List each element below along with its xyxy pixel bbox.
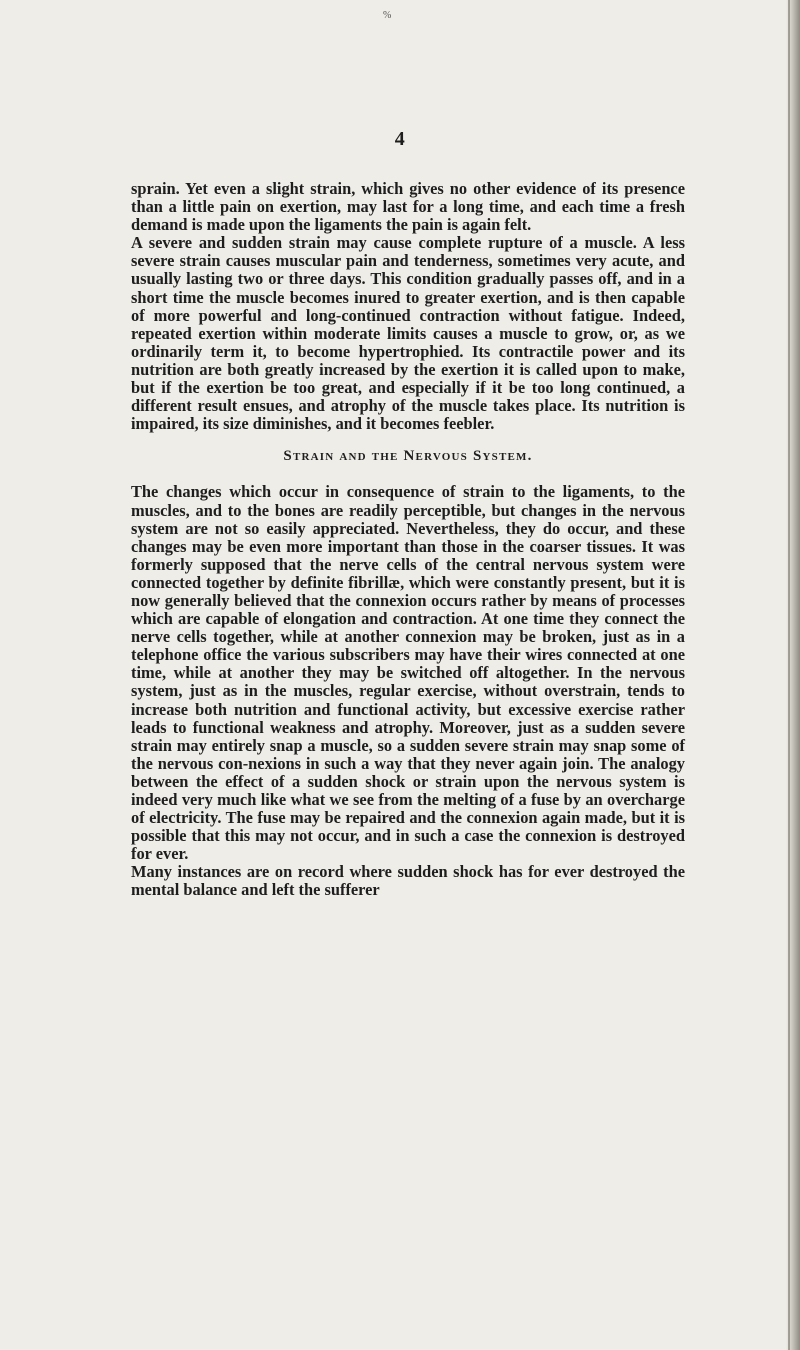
paragraph-4: Many instances are on record where sudden shock has for ever destroyed the mental balance and left the sufferer <box>131 862 685 900</box>
paragraph-2: A severe and sudden strain may cause complete rupture of a muscle. A less severe strain causes muscular pain and tenderness, sometimes very acute, and usually lasting two or three days. This condition gradually passes off, and in a short time the muscle becomes inured to greater exertion, and is then capable of more powerful and long-continued contraction without fatigue. Indeed, repeated exertion within moderate limits causes a muscle to grow, or, as we ordinarily term it, to become hypertrophied. Its contractile power and its nutrition are both greatly increased by the exertion it is called upon to make, but if the exertion be too great, and especially if it be too long continued, a different result ensues, and atrophy of the muscle takes place. Its nutrition is impaired, its size diminishes, and it becomes feebler. <box>131 233 685 434</box>
top-mark: % <box>383 10 392 21</box>
paragraph-1: sprain. Yet even a slight strain, which gives no other evidence of its presence than a little pain on exertion, may last for a long time, and each time a fresh demand is made upon the ligaments the pain is again felt. <box>131 179 685 235</box>
paragraph-3: The changes which occur in consequence of strain to the ligaments, to the muscles, and to the bones are readily perceptible, but changes in the nervous system are not so easily appreciated. Nevertheless, they do occur, and these changes may be even more important than those in the coarser tissues. It was formerly supposed that the nerve cells of the central nervous system were connected together by definite fibrillæ, which were constantly present, but it is now generally believed that the connexion occurs rather by means of processes which are capable of elongation and contraction. At one time they connect the nerve cells together, while at another connexion may be broken, just as in a telephone office the various subscribers may have their wires connected at one time, while at another they may be switched off altogether. In the nervous system, just as in the muscles, regular exercise, without overstrain, tends to increase both nutrition and functional activity, but excessive exercise rather leads to functional weakness and atrophy. Moreover, just as a sudden severe strain may entirely snap a muscle, so a sudden severe strain may snap some of the nervous con-nexions in such a way that they never again join. The analogy between the effect of a sudden shock or strain upon the nervous system is indeed very much like what we see from the melting of a fuse by an overcharge of electricity. The fuse may be repaired and the connexion again made, but it is possible that this may not occur, and in such a case the connexion is destroyed for ever. <box>131 482 685 864</box>
body-text <box>131 180 685 900</box>
page-number: 4 <box>394 128 406 150</box>
page-edge-line <box>788 0 790 1350</box>
section-heading: Strain and the Nervous System. <box>283 448 533 465</box>
